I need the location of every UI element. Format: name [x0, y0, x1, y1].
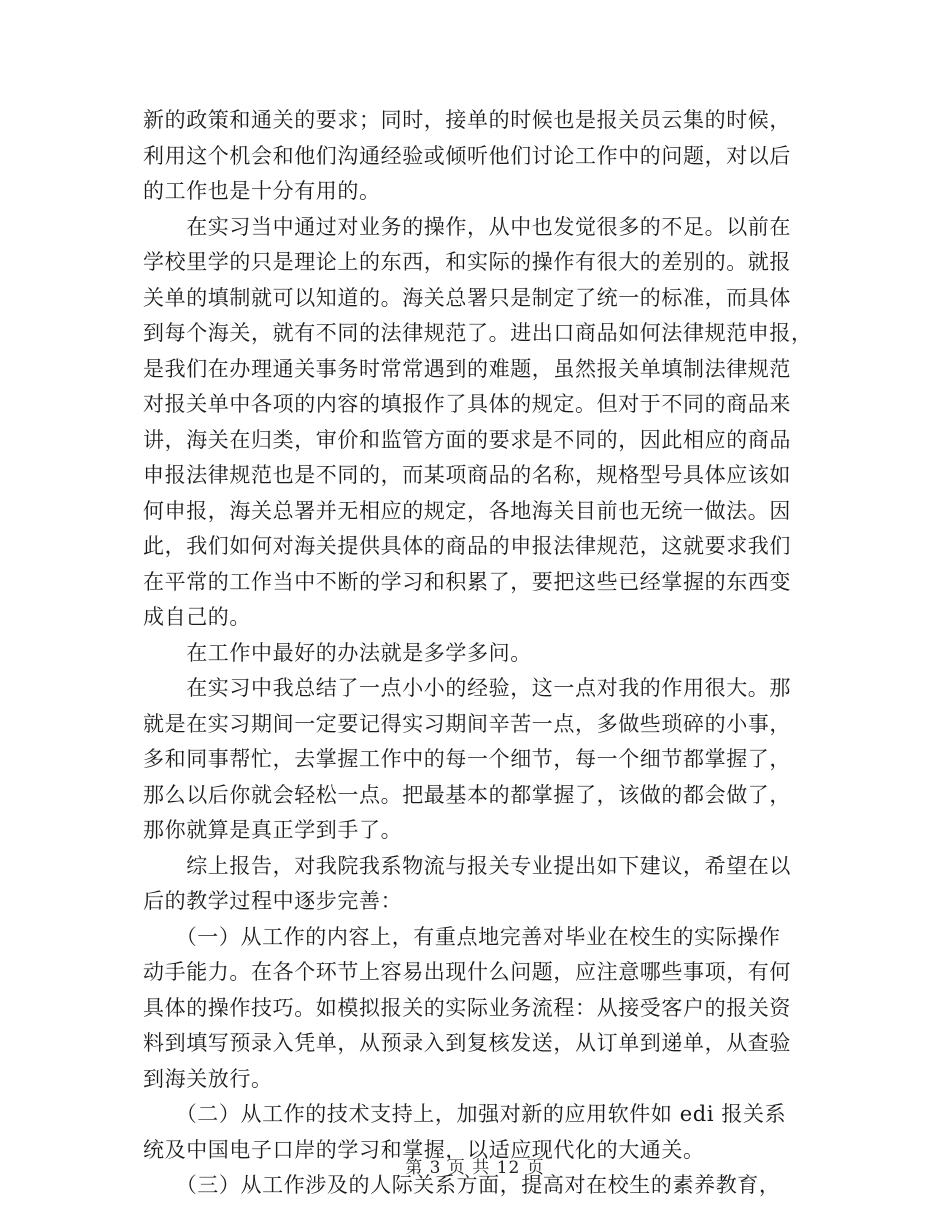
text-line: 关单的填制就可以知道的。海关总署只是制定了统一的标准，而具体 — [143, 285, 791, 310]
text-line: 统及中国电子口岸的学习和掌握，以适应现代化的大通关。 — [143, 1137, 705, 1162]
text-line: 在平常的工作当中不断的学习和积累了，要把这些已经掌握的东西变 — [143, 569, 791, 594]
text-line: 此，我们如何对海关提供具体的商品的申报法律规范，这就要求我们 — [143, 534, 791, 558]
text-line: 后的教学过程中逐步完善： — [143, 889, 403, 913]
document-body — [143, 103, 823, 1204]
text-line: 在实习当中通过对业务的操作，从中也发觉很多的不足。以前在 — [143, 214, 791, 239]
text-line: （三）从工作涉及的人际关系方面，提高对在校生的素养教育， — [143, 1173, 781, 1197]
text-line: 到海关放行。 — [143, 1066, 273, 1091]
text-line: 利用这个机会和他们沟通经验或倾听他们讨论工作中的问题，对以后 — [143, 143, 791, 168]
text-line: 的工作也是十分有用的。 — [143, 179, 381, 203]
text-line: 综上报告，对我院我系物流与报关专业提出如下建议，希望在以 — [143, 853, 791, 878]
text-line: 学校里学的只是理论上的东西，和实际的操作有很大的差别的。就报 — [143, 250, 791, 274]
text-line: 在工作中最好的办法就是多学多问。 — [143, 640, 532, 665]
text-line: 对报关单中各项的内容的填报作了具体的规定。但对于不同的商品来 — [143, 392, 791, 416]
text-line: 那么以后你就会轻松一点。把最基本的都掌握了，该做的都会做了， — [143, 782, 791, 807]
text-line: 讲，海关在归类，审价和监管方面的要求是不同的，因此相应的商品 — [143, 427, 791, 452]
text-line: （一）从工作的内容上，有重点地完善对毕业在校生的实际操作 — [143, 924, 781, 949]
text-line: 那你就算是真正学到手了。 — [143, 818, 403, 842]
text-line: 成自己的。 — [143, 605, 251, 629]
text-line: 在实习中我总结了一点小小的经验，这一点对我的作用很大。那 — [143, 676, 791, 700]
text-line: 就是在实习期间一定要记得实习期间辛苦一点，多做些琐碎的小事， — [143, 711, 791, 736]
text-line: 申报法律规范也是不同的，而某项商品的名称，规格型号具体应该如 — [143, 463, 791, 487]
text-line: 是我们在办理通关事务时常常遇到的难题，虽然报关单填制法律规范 — [143, 356, 791, 381]
text-line: 多和同事帮忙，去掌握工作中的每一个细节，每一个细节都掌握了， — [143, 747, 791, 771]
text-line: 新的政策和通关的要求；同时，接单的时候也是报关员云集的时候， — [143, 108, 791, 132]
text-line: 料到填写预录入凭单，从预录入到复核发送，从订单到递单，从查验 — [143, 1031, 791, 1055]
text-line: （二）从工作的技术支持上，加强对新的应用软件如 edi 报关系 — [143, 1102, 787, 1126]
page-number-footer: 第 3 页 共 12 页 — [405, 1158, 545, 1178]
text-line: 到每个海关，就有不同的法律规范了。进出口商品如何法律规范申报， — [143, 321, 813, 345]
text-line: 何申报，海关总署并无相应的规定，各地海关目前也无统一做法。因 — [143, 498, 791, 523]
text-line: 动手能力。在各个环节上容易出现什么问题，应注意哪些事项，有何 — [143, 960, 791, 984]
text-line: 具体的操作技巧。如模拟报关的实际业务流程：从接受客户的报关资 — [143, 995, 791, 1020]
